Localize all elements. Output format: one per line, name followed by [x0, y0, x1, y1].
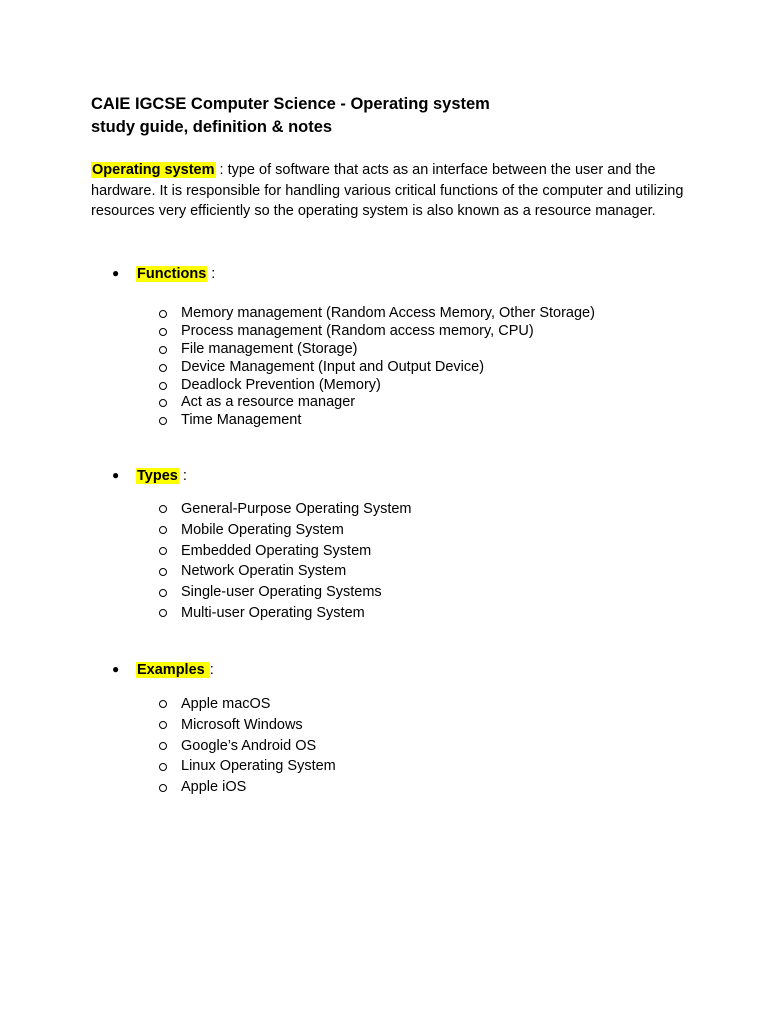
hollow-bullet-icon: [159, 568, 167, 576]
list-item: [157, 499, 412, 520]
list-item-text: Process management (Random access memory, CPU): [181, 322, 534, 339]
section-heading-label: Functions: [137, 266, 207, 282]
list-item: [157, 412, 595, 430]
list-item: [157, 603, 412, 624]
functions-list: [157, 305, 595, 430]
hollow-bullet-icon: [159, 721, 167, 729]
list-item-text: Deadlock Prevention (Memory): [181, 376, 381, 393]
list-item: [157, 377, 595, 395]
list-item-text: File management (Storage): [181, 340, 358, 357]
list-item-text: Memory management (Random Access Memory, Other Storage): [181, 305, 595, 321]
list-item: [157, 305, 595, 323]
list-item: [157, 756, 336, 777]
hollow-bullet-icon: [159, 505, 167, 513]
hollow-bullet-icon: [159, 328, 167, 336]
section-heading-suffix: :: [209, 662, 214, 678]
bullet-icon: ●: [112, 662, 120, 676]
section-heading-suffix: :: [178, 468, 187, 484]
document-title: [91, 93, 711, 139]
hollow-bullet-icon: [159, 763, 167, 771]
title-line-2: study guide, definition & notes: [91, 118, 333, 136]
hollow-bullet-icon: [159, 547, 167, 555]
section-heading-examples: [112, 659, 214, 680]
list-item-text: Microsoft Windows: [181, 716, 303, 733]
definition-paragraph: [91, 160, 691, 222]
list-item-text: Mobile Operating System: [181, 521, 344, 538]
list-item-text: Device Management (Input and Output Device): [181, 358, 485, 375]
list-item-text: Time Management: [181, 412, 302, 429]
hollow-bullet-icon: [159, 589, 167, 597]
definition-text: : type of software that acts as an interface between the user and the hardware. It is responsible for handling various critical functions of the computer and utilizing resources very efficiently so the operating system is also known as a resource manager.: [91, 162, 684, 219]
list-item-text: Apple macOS: [181, 696, 271, 712]
list-item-text: Linux Operating System: [181, 758, 336, 775]
types-list: [157, 499, 412, 624]
list-item-text: General-Purpose Operating System: [181, 501, 412, 517]
hollow-bullet-icon: [159, 700, 167, 708]
list-item: [157, 582, 412, 603]
hollow-bullet-icon: [159, 784, 167, 792]
list-item: [157, 359, 595, 377]
section-heading-label: Examples: [137, 662, 209, 678]
bullet-icon: ●: [112, 266, 120, 280]
list-item-text: Act as a resource manager: [181, 394, 356, 411]
section-heading-suffix: :: [207, 266, 216, 282]
list-item: [157, 323, 595, 341]
hollow-bullet-icon: [159, 364, 167, 372]
section-heading-label: Types: [137, 468, 178, 484]
title-line-1: CAIE IGCSE Computer Science - Operating system: [91, 95, 490, 113]
hollow-bullet-icon: [159, 417, 167, 425]
hollow-bullet-icon: [159, 310, 167, 318]
list-item: [157, 520, 412, 541]
hollow-bullet-icon: [159, 742, 167, 750]
hollow-bullet-icon: [159, 382, 167, 390]
list-item: [157, 541, 412, 562]
list-item: [157, 394, 595, 412]
list-item-text: Google’s Android OS: [181, 737, 317, 754]
hollow-bullet-icon: [159, 609, 167, 617]
list-item: [157, 736, 336, 757]
hollow-bullet-icon: [159, 399, 167, 407]
hollow-bullet-icon: [159, 526, 167, 534]
list-item-text: Embedded Operating System: [181, 542, 372, 559]
list-item: [157, 561, 412, 582]
bullet-icon: ●: [112, 468, 120, 482]
section-heading-functions: [112, 263, 215, 284]
list-item-text: Network Operatin System: [181, 563, 347, 580]
list-item: [157, 777, 336, 798]
list-item: [157, 341, 595, 359]
examples-list: [157, 694, 336, 798]
list-item: [157, 694, 336, 715]
list-item-text: Apple iOS: [181, 779, 247, 796]
list-item: [157, 715, 336, 736]
section-heading-types: [112, 465, 187, 486]
list-item-text: Single-user Operating Systems: [181, 584, 382, 601]
definition-term-highlight: Operating system: [92, 162, 215, 178]
list-item-text: Multi-user Operating System: [181, 604, 365, 621]
hollow-bullet-icon: [159, 346, 167, 354]
